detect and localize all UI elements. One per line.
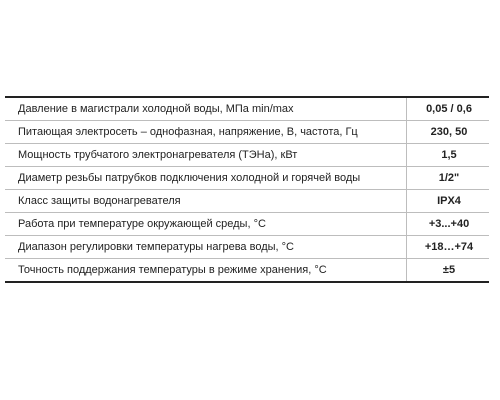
table-row [5,190,489,213]
parameter-cell: Давление в магистрали холодной воды, МПа min/max [5,97,407,121]
parameter-cell: Диаметр резьбы патрубков подключения холодной и горячей воды [5,167,407,190]
value-cell: 1/2" [407,167,490,190]
value-cell: 1,5 [407,144,490,167]
value-cell: ±5 [407,259,490,283]
table-row [5,97,489,121]
value-cell: IPX4 [407,190,490,213]
parameter-cell: Работа при температуре окружающей среды, °С [5,213,407,236]
value-cell: 0,05 / 0,6 [407,97,490,121]
value-cell: +18…+74 [407,236,490,259]
table-row [5,167,489,190]
specifications-table [5,96,489,283]
table-row [5,121,489,144]
table-row [5,259,489,283]
parameter-cell: Диапазон регулировки температуры нагрева воды, °С [5,236,407,259]
value-cell: 230, 50 [407,121,490,144]
parameter-cell: Класс защиты водонагревателя [5,190,407,213]
parameter-cell: Точность поддержания температуры в режиме хранения, °С [5,259,407,283]
parameter-cell: Мощность трубчатого электронагревателя (ТЭНа), кВт [5,144,407,167]
table-row [5,144,489,167]
table-row [5,213,489,236]
table-row [5,236,489,259]
parameter-cell: Питающая электросеть – однофазная, напряжение, В, частота, Гц [5,121,407,144]
value-cell: +3...+40 [407,213,490,236]
